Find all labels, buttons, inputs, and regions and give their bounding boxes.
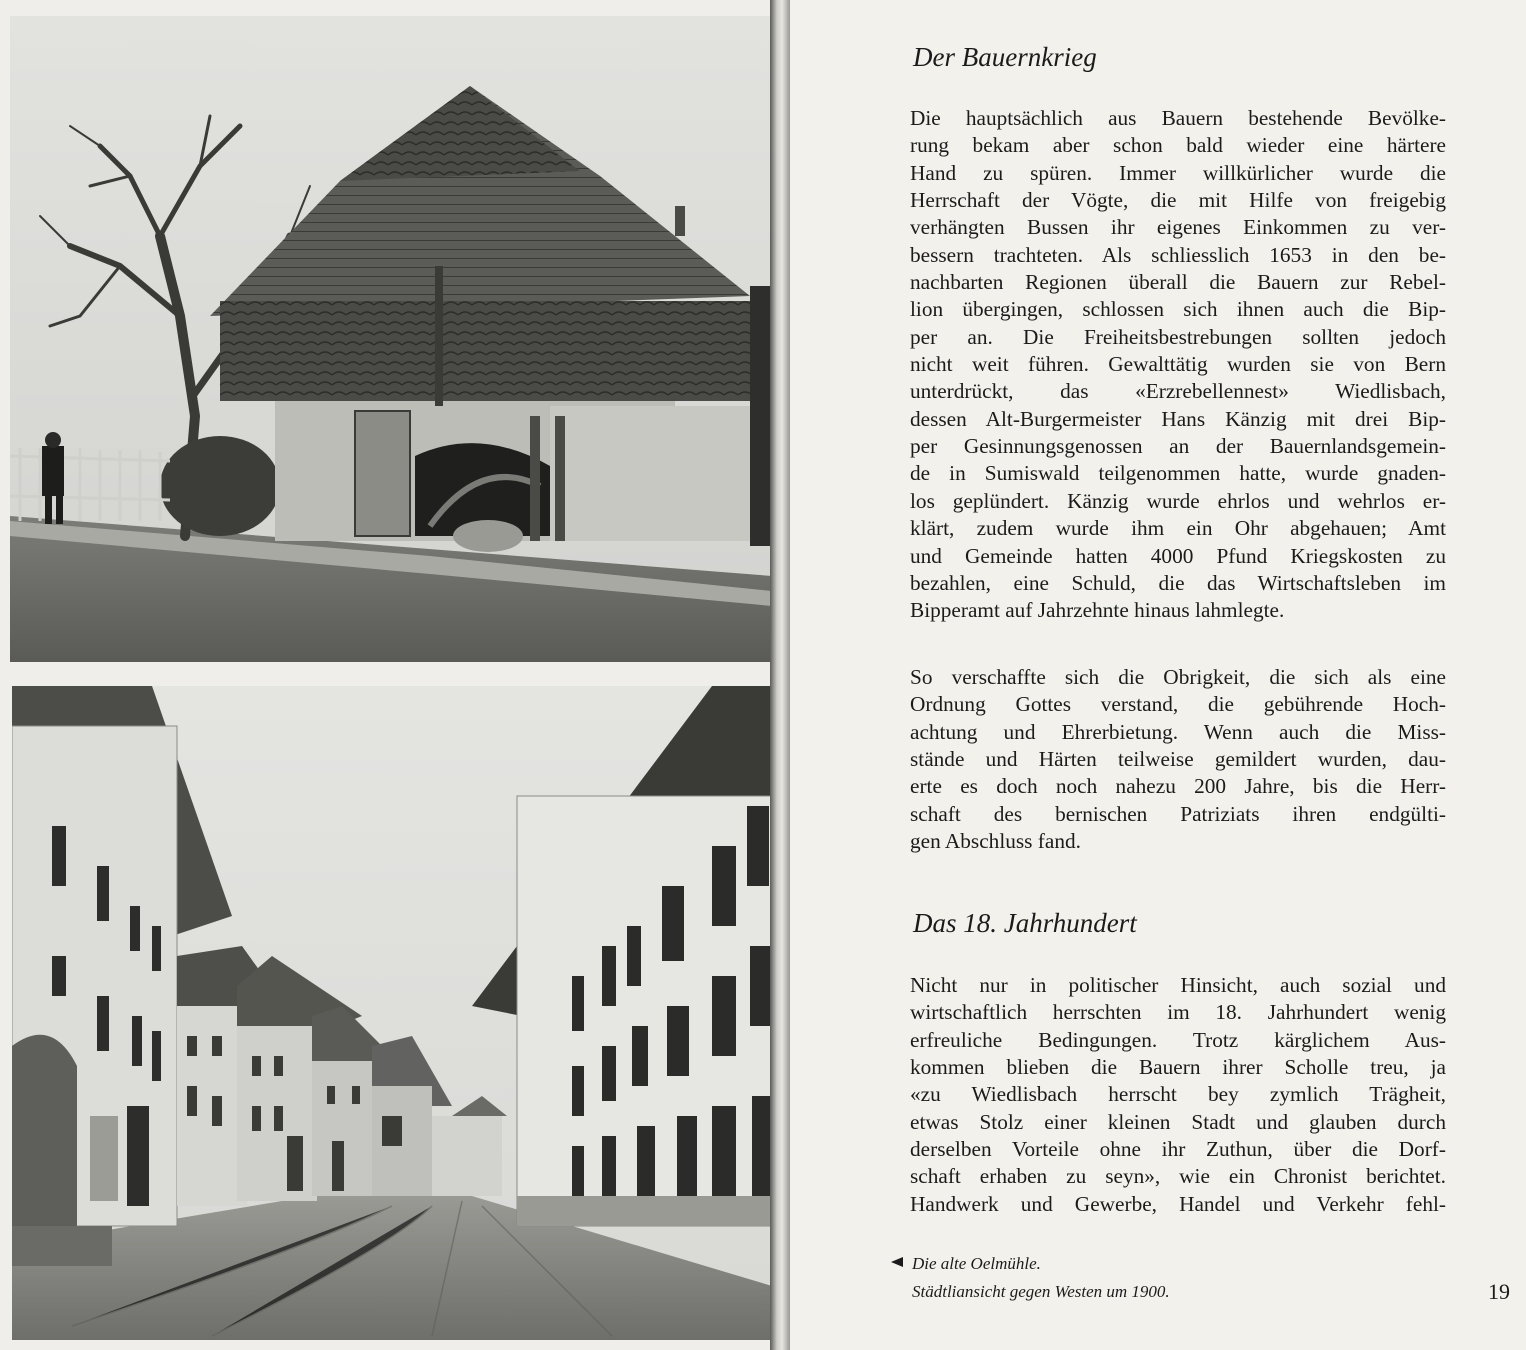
text-line: nachbarten Regionen überall die Bauern zur Rebel- [910, 270, 1446, 295]
text-line: «zu Wiedlisbach herrscht bey zymlich Trägheit, [910, 1082, 1446, 1107]
photo-old-oil-mill [10, 16, 772, 662]
text-line: bezahlen, eine Schuld, die das Wirtschaftsleben im [910, 570, 1446, 595]
text-line: per Gesinnungsgenossen an der Bauernlandsgemein- [910, 434, 1446, 459]
text-line: erte es doch noch nahezu 200 Jahre, bis die Herr- [910, 774, 1446, 799]
text-line: lion übergingen, schlossen sich ihnen auch die Bip- [910, 297, 1446, 322]
text-line: klärt, zudem wurde ihm ein Ohr abgehauen; Amt [910, 516, 1446, 541]
paragraph-bauernkrieg-1 [910, 105, 1446, 625]
text-line: wirtschaftlich herrschten im 18. Jahrhundert wenig [910, 1000, 1446, 1025]
text-line: Handwerk und Gewerbe, Handel und Verkehr fehl- [910, 1191, 1446, 1216]
text-line: achtung und Ehrerbietung. Wenn auch die Miss- [910, 719, 1446, 744]
text-line: schaft erhaben zu seyn», wie ein Chronist berichtet. [910, 1164, 1446, 1189]
text-line: unterdrückt, das «Erzrebellennest» Wiedlisbach, [910, 379, 1446, 404]
text-line: Herrschaft der Vögte, die mit Hilfe von freigebig [910, 188, 1446, 213]
text-line: Hand zu spüren. Immer willkürlicher wurde die [910, 160, 1446, 185]
page-number: 19 [1488, 1279, 1510, 1304]
text-line: derselben Vorteile ohne ihr Zuthun, über die Dorf- [910, 1137, 1446, 1162]
caption-bottom-photo: Städtliansicht gegen Westen um 1900. [912, 1282, 1170, 1301]
text-line: erfreuliche Bedingungen. Trotz kärglichem Aus- [910, 1027, 1446, 1052]
text-line: und Gemeinde hatten 4000 Pfund Kriegskosten zu [910, 543, 1446, 568]
text-line: kommen blieben die Bauern ihrer Scholle treu, ja [910, 1055, 1446, 1080]
text-line: verhängten Bussen ihr eigenes Einkommen zu ver- [910, 215, 1446, 240]
text-line: rung bekam aber schon bald wieder eine härtere [910, 133, 1446, 158]
text-line: etwas Stolz einer kleinen Stadt und glauben durch [910, 1109, 1446, 1134]
text-line: Ordnung Gottes verstand, die gebührende Hoch- [910, 692, 1446, 717]
section-heading-18-jahrhundert: Das 18. Jahrhundert [913, 908, 1137, 938]
text-line: schaft des bernischen Patriziats ihren endgülti- [910, 801, 1446, 826]
book-gutter [770, 0, 790, 1350]
text-line: So verschaffte sich die Obrigkeit, die sich als eine [910, 665, 1446, 689]
text-line: dessen Alt-Burgermeister Hans Känzig mit drei Bip- [910, 406, 1446, 431]
paragraph-bauernkrieg-2 [910, 664, 1446, 855]
text-line: de in Sumiswald teilgenommen hatte, wurde gnaden- [910, 461, 1446, 486]
text-line: Nicht nur in politischer Hinsicht, auch sozial und [910, 973, 1446, 997]
caption-arrow-icon [891, 1257, 903, 1267]
text-line: bessern trachteten. Als schliesslich 1653 in den be- [910, 242, 1446, 267]
text-line: los geplündert. Känzig wurde ehrlos und wehrlos er- [910, 488, 1446, 513]
text-line: stände und Härten teilweise gemildert wurden, dau- [910, 747, 1446, 772]
photo-town-street [12, 686, 772, 1340]
paragraph-18-jahrhundert-1 [910, 972, 1446, 1218]
text-line: Die hauptsächlich aus Bauern bestehende Bevölke- [910, 106, 1446, 130]
text-line: nicht weit führen. Gewalttätig wurden sie von Bern [910, 352, 1446, 377]
section-heading-bauernkrieg: Der Bauernkrieg [913, 42, 1097, 72]
text-line: gen Abschluss fand. [910, 829, 1081, 854]
text-line: per an. Die Freiheitsbestrebungen sollten jedoch [910, 324, 1446, 349]
caption-top-photo: Die alte Oelmühle. [912, 1254, 1041, 1273]
text-line: Bipperamt auf Jahrzehnte hinaus lahmlegte. [910, 598, 1285, 623]
